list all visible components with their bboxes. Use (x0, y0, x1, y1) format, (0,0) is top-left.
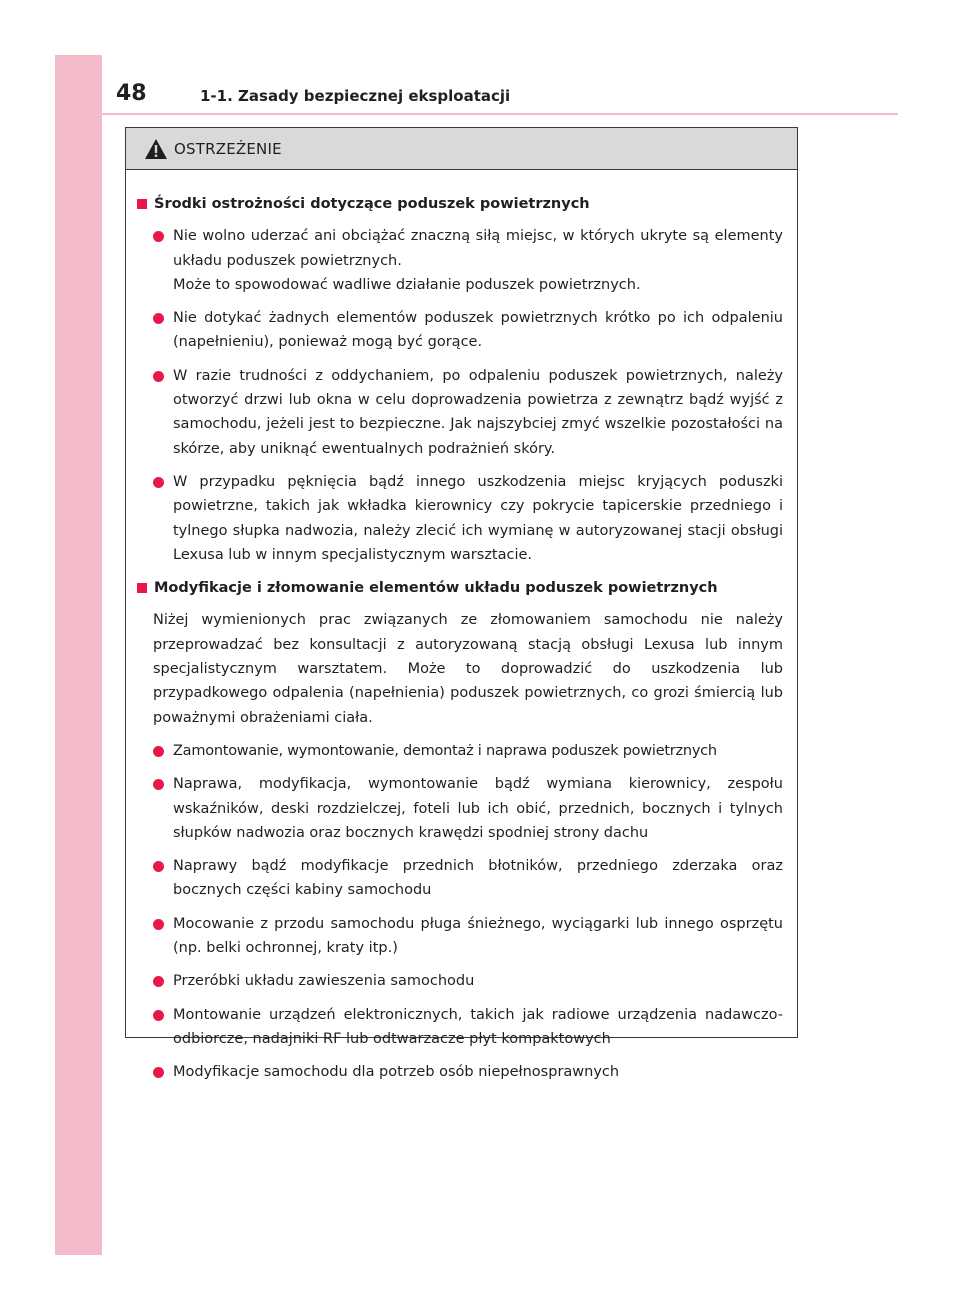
section-tab-strip (55, 55, 102, 1255)
list-item: Zamontowanie, wymontowanie, demontaż i naprawa poduszek powietrznych (135, 739, 783, 763)
list-item: Naprawy bądź modyfikacje przednich błotników, przedniego zderzaka oraz bocznych części kabiny samochodu (135, 854, 783, 903)
warning-content (126, 170, 797, 1085)
list-item: Nie dotykać żadnych elementów poduszek powietrznych krótko po ich odpaleniu (napełnieniu), ponieważ mogą być gorące. (135, 306, 783, 355)
red-dot-bullet-icon (153, 231, 164, 242)
warning-triangle-icon (144, 138, 168, 160)
red-dot-bullet-icon (153, 1067, 164, 1078)
section-intro: Niżej wymienionych prac związanych ze złomowaniem samochodu nie należy przeprowadzać bez konsultacji z autoryzowaną stacją obsługi Lexusa lub innym specjalistycznym warsztatem. Może to doprowadzić do uszkodzenia lub przypadkowego odpalenia (napełnienia) poduszek powietrznych, co grozi śmiercią lub poważnymi obrażeniami ciała. (153, 612, 783, 726)
warning-box (125, 127, 798, 1081)
page-number: 48 (116, 81, 147, 106)
list-item: Nie wolno uderzać ani obciążać znaczną siłą miejsc, w których ukryte są elementy układu poduszek powietrznych. Może to spowodować wadliwe działanie poduszek powietrznych. (135, 224, 783, 297)
square-bullet-icon (137, 583, 147, 593)
red-dot-bullet-icon (153, 746, 164, 757)
list-item: Mocowanie z przodu samochodu pługa śnieżnego, wyciągarki lub innego osprzętu (np. belki ochronnej, kraty itp.) (135, 912, 783, 961)
red-dot-bullet-icon (153, 919, 164, 930)
list-item: Montowanie urządzeń elektronicznych, takich jak radiowe urządzenia nadawczo-odbiorcze, nadajniki RF lub odtwarzacze płyt kompaktowych (135, 1003, 783, 1052)
warning-title: OSTRZEŻENIE (174, 139, 282, 158)
section-heading: Środki ostrożności dotyczące poduszek powietrznych (135, 192, 783, 216)
warning-header (126, 128, 797, 170)
red-dot-bullet-icon (153, 861, 164, 872)
section-heading: Modyfikacje i złomowanie elementów układu poduszek powietrznych (135, 576, 783, 600)
list-item: W przypadku pęknięcia bądź innego uszkodzenia miejsc kryjących poduszki powietrzne, takich jak wkładka kierownicy czy pokrycie tapicerskie przedniego i tylnego słupka nadwozia, należy zlecić ich wymianę w autoryzowanej stacji obsługi Lexusa lub w innym specjalistycznym warsztacie. (135, 470, 783, 567)
red-dot-bullet-icon (153, 371, 164, 382)
red-dot-bullet-icon (153, 1010, 164, 1021)
list-item: W razie trudności z oddychaniem, po odpaleniu poduszek powietrznych, należy otworzyć drzwi lub okna w celu doprowadzenia powietrza z zewnątrz bądź wyjść z samochodu, jeżeli jest to bezpieczne. Jak najszybciej zmyć wszelkie pozostałości na skórze, aby uniknąć ewentualnych podrażnień skóry. (135, 364, 783, 461)
section-title: 1-1. Zasady bezpiecznej eksploatacji (200, 87, 511, 105)
list-item: Przeróbki układu zawieszenia samochodu (135, 969, 783, 993)
list-item: Naprawa, modyfikacja, wymontowanie bądź wymiana kierownicy, zespołu wskaźników, deski rozdzielczej, foteli lub ich obić, przednich, bocznych i tylnych słupków nadwozia oraz bocznych krawędzi spodniej strony dachu (135, 772, 783, 845)
red-dot-bullet-icon (153, 779, 164, 790)
square-bullet-icon (137, 199, 147, 209)
bullet-note: Może to spowodować wadliwe działanie poduszek powietrznych. (173, 276, 641, 293)
red-dot-bullet-icon (153, 313, 164, 324)
red-dot-bullet-icon (153, 976, 164, 987)
red-dot-bullet-icon (153, 477, 164, 488)
list-item: Modyfikacje samochodu dla potrzeb osób niepełnosprawnych (135, 1060, 783, 1084)
page-header (102, 55, 898, 115)
